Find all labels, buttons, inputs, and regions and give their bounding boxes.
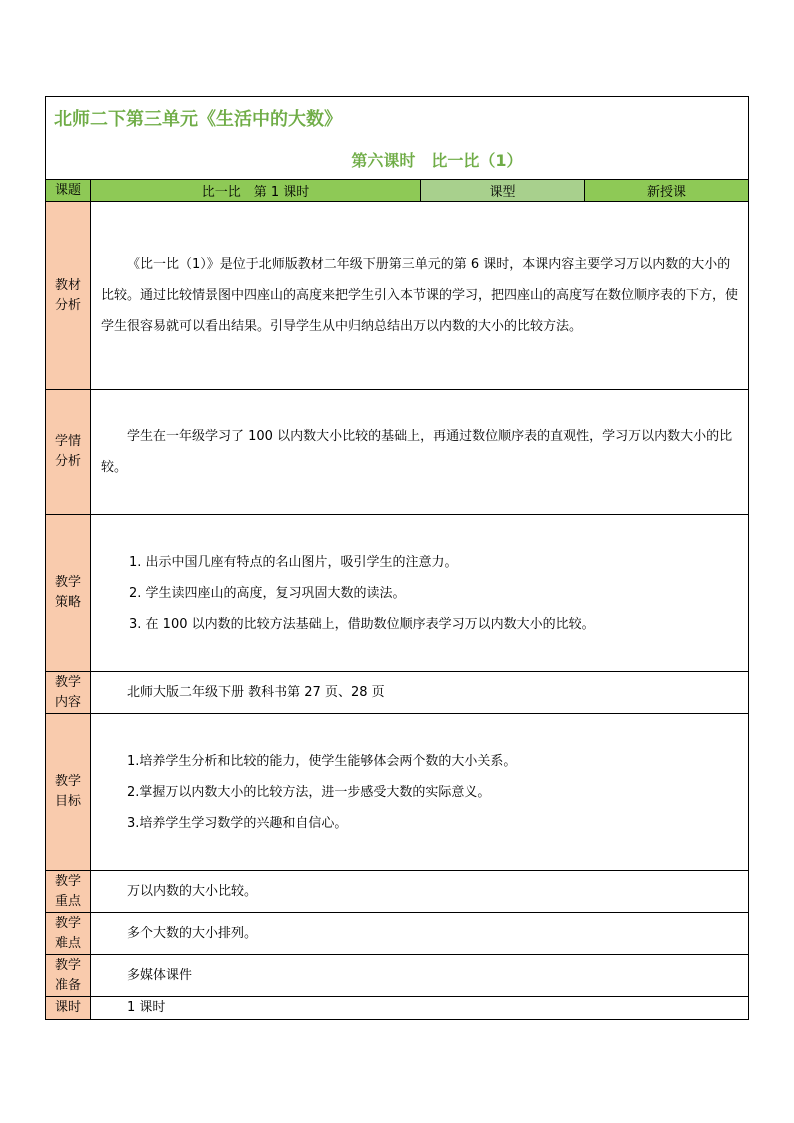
- teaching-content-row: [46, 672, 748, 714]
- goal-item: 2.掌握万以内数大小的比较方法，进一步感受大数的实际意义。: [127, 784, 491, 800]
- key-points-label: 教学重点: [46, 871, 91, 912]
- preparation-label: 教学准备: [46, 955, 91, 996]
- textbook-analysis-row: [46, 202, 748, 390]
- student-analysis-text: 学生在一年级学习了 100 以内数大小比较的基础上，再通过数位顺序表的直观性，学习万以内数大小的比较。: [101, 429, 733, 475]
- teaching-goals-label: 教学目标: [46, 714, 91, 870]
- student-analysis-label: 学情分析: [46, 390, 91, 514]
- class-hours-label: 课时: [46, 997, 91, 1019]
- difficulty-content: [91, 913, 748, 954]
- preparation-text: 多媒体课件: [127, 968, 193, 983]
- type-value: 新授课: [585, 180, 748, 201]
- student-analysis-content: [91, 390, 748, 514]
- textbook-analysis-content: [91, 202, 748, 389]
- class-hours-text: 1 课时: [127, 1000, 166, 1015]
- header-row: [46, 180, 748, 202]
- teaching-content-text: 北师大版二年级下册 教科书第 27 页、28 页: [127, 685, 385, 700]
- difficulty-row: [46, 913, 748, 955]
- lesson-plan-table: [45, 96, 749, 1020]
- type-label: 课型: [421, 180, 585, 201]
- teaching-content-content: [91, 672, 748, 713]
- teaching-goals-content: [91, 714, 748, 870]
- title-row: [46, 97, 748, 180]
- teaching-strategy-content: [91, 515, 748, 671]
- difficulty-label: 教学难点: [46, 913, 91, 954]
- teaching-content-label: 教学内容: [46, 672, 91, 713]
- class-hours-row: [46, 997, 748, 1019]
- difficulty-text: 多个大数的大小排列。: [127, 926, 258, 941]
- strategy-item: 3. 在 100 以内数的比较方法基础上，借助数位顺序表学习万以内数大小的比较。: [129, 616, 595, 632]
- unit-title: 北师二下第三单元《生活中的大数》: [54, 109, 342, 130]
- goal-item: 1.培养学生分析和比较的能力，使学生能够体会两个数的大小关系。: [127, 753, 517, 769]
- student-analysis-row: [46, 390, 748, 515]
- key-points-row: [46, 871, 748, 913]
- preparation-content: [91, 955, 748, 996]
- lesson-title: 第六课时 比一比（1）: [351, 151, 523, 170]
- topic-label: 课题: [46, 180, 91, 201]
- key-points-text: 万以内数的大小比较。: [127, 884, 258, 899]
- class-hours-content: [91, 997, 748, 1019]
- goal-item: 3.培养学生学习数学的兴趣和自信心。: [127, 815, 348, 831]
- teaching-strategy-label: 教学策略: [46, 515, 91, 671]
- textbook-analysis-label: 教材分析: [46, 202, 91, 389]
- topic-value: 比一比 第 1 课时: [91, 180, 421, 201]
- strategy-item: 2. 学生读四座山的高度，复习巩固大数的读法。: [129, 585, 406, 601]
- teaching-goals-row: [46, 714, 748, 871]
- textbook-analysis-text: 《比一比（1）》是位于北师版教材二年级下册第三单元的第 6 课时，本课内容主要学习万以内数的大小的比较。通过比较情景图中四座山的高度来把学生引入本节课的学习，把四座山的高度写在数位顺序表的下方，使学生很容易就可以看出结果。引导学生从中归纳总结出万以内数的大小的比较方法。: [101, 257, 739, 334]
- key-points-content: [91, 871, 748, 912]
- strategy-item: 1. 出示中国几座有特点的名山图片，吸引学生的注意力。: [129, 554, 458, 570]
- teaching-strategy-row: [46, 515, 748, 672]
- preparation-row: [46, 955, 748, 997]
